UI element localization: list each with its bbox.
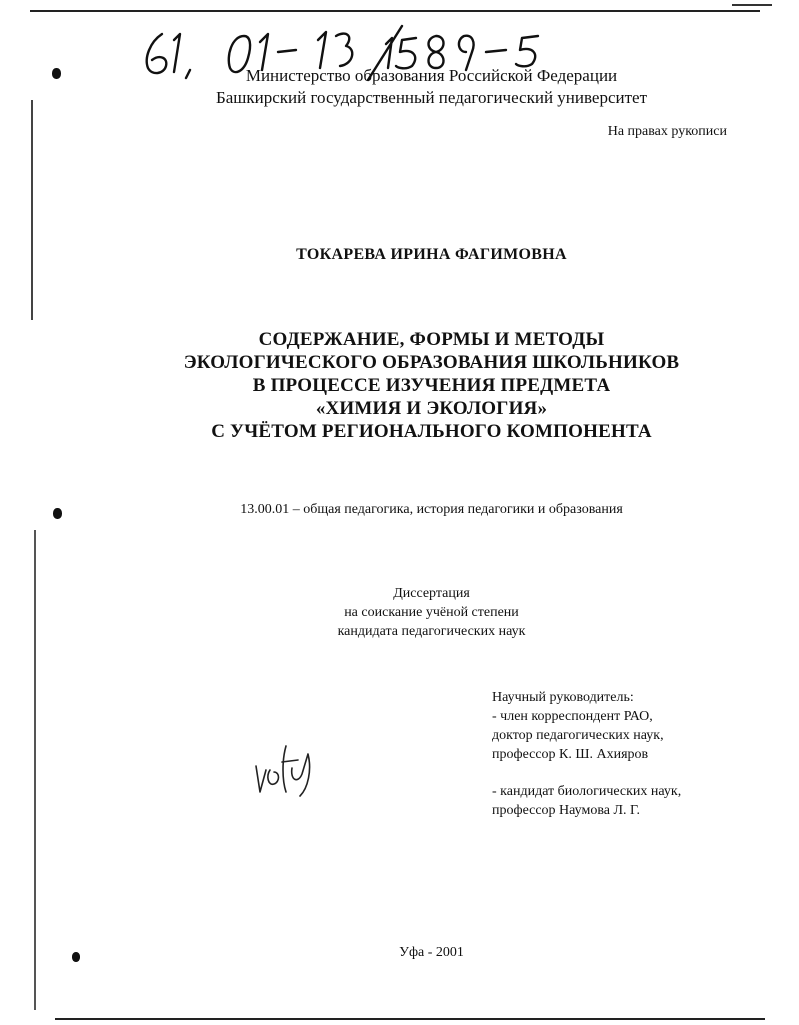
dissertation-degree-block (32, 584, 799, 641)
handwritten-signature (252, 740, 322, 800)
spacer (492, 764, 681, 782)
author-name: ТОКАРЕВА ИРИНА ФАГИМОВНА (296, 246, 567, 263)
title-line: СОДЕРЖАНИЕ, ФОРМЫ И МЕТОДЫ (258, 329, 605, 350)
scan-edge-bottom (55, 1018, 765, 1020)
degree-line: на соискание учёной степени (344, 605, 519, 620)
supervisor-line: - член корреспондент РАО, (492, 709, 653, 724)
degree-line: Диссертация (393, 586, 470, 601)
title-line: «ХИМИЯ И ЭКОЛОГИЯ» (315, 398, 548, 419)
title-line: ЭКОЛОГИЧЕСКОГО ОБРАЗОВАНИЯ ШКОЛЬНИКОВ (183, 352, 680, 373)
university-name: Башкирский государственный педагогический университет (215, 88, 648, 107)
supervisor-line: доктор педагогических наук, (492, 728, 664, 743)
supervisors-heading: Научный руководитель: (492, 690, 634, 705)
ministry-name: Министерство образования Российской Федерации (245, 66, 618, 85)
scan-edge-left (31, 100, 33, 320)
title-line: В ПРОЦЕССЕ ИЗУЧЕНИЯ ПРЕДМЕТА (252, 375, 611, 396)
scan-edge-top (30, 10, 760, 12)
supervisor-line: - кандидат биологических наук, (492, 784, 682, 799)
degree-line: кандидата педагогических наук (337, 624, 526, 639)
specialty-code: 13.00.01 – общая педагогика, история педагогики и образования (240, 502, 623, 517)
supervisors-block (492, 688, 681, 820)
city-year: Уфа - 2001 (399, 945, 464, 960)
title-line: С УЧЁТОМ РЕГИОНАЛЬНОГО КОМПОНЕНТА (211, 421, 652, 442)
dissertation-title (32, 328, 799, 443)
manuscript-rights-note: На правах рукописи (607, 124, 727, 139)
supervisor-line: профессор Наумова Л. Г. (492, 803, 640, 818)
scan-edge-top-right (732, 4, 772, 6)
supervisor-line: профессор К. Ш. Ахияров (492, 747, 649, 762)
